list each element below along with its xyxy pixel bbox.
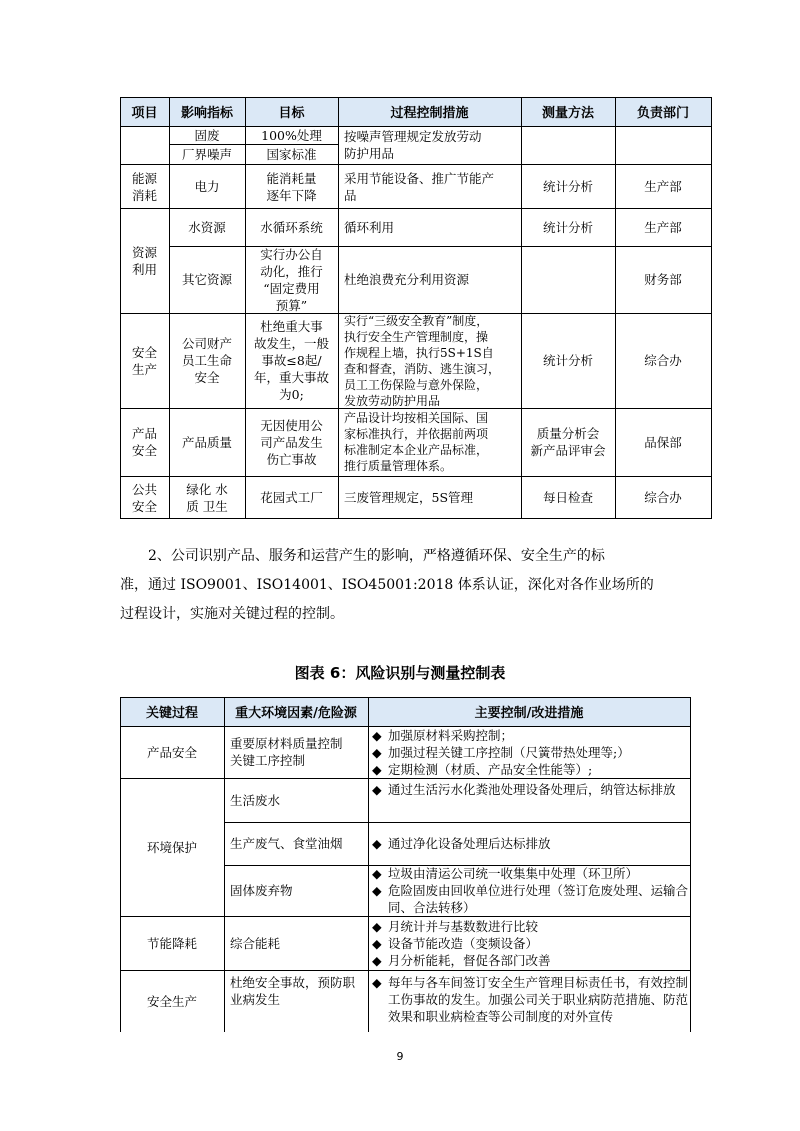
page-number: 9 [396, 1050, 404, 1063]
t1-safety-target: 杜绝重大事 故发生，一般 事故≤8起/ 年，重大事故 为0; [253, 319, 329, 402]
t1-grid-line [120, 518, 711, 519]
t1-safety-measures: 实行“三级安全教育”制度， 执行安全生产管理制度，操 作规程上墙，执行5S+1S自 查和督查，消防、逃生演习， 员工工伤保险与意外保险， 发放劳动防护用品 [344, 313, 501, 408]
t2-env-water-measures [372, 781, 688, 798]
bullet-icon: ◆ [372, 866, 382, 881]
measure-item: ◆ 月统计并与基数数进行比较 [372, 919, 539, 934]
t1-safety-indicator: 公司财产 员工生命 安全 [181, 336, 232, 385]
bullet-icon: ◆ [372, 975, 382, 990]
t1-public-target: 花园式工厂 [260, 490, 323, 505]
measure-item: ◆ 通过生活污水化粪池处理设备处理后，纳管达标排放 [372, 782, 676, 797]
t1-grid-line [120, 476, 711, 477]
t1-safety-item: 安全 生产 [131, 344, 157, 377]
bullet-icon: ◆ [372, 883, 382, 898]
t2-grid-line [120, 697, 690, 698]
bullet-icon: ◆ [372, 936, 382, 951]
paragraph-line: 2、公司识别产品、服务和运营产生的影响，严格遵循环保、安全生产的标 [148, 548, 605, 564]
t1-product-indicator: 产品质量 [181, 434, 232, 450]
t1-grid-line [169, 144, 338, 145]
t1-other-target: 实行办公自 动化，推行 “固定费用 预算” [260, 246, 323, 313]
t1-energy-indicator: 电力 [194, 179, 220, 194]
t2-header-process: 关键过程 [145, 706, 198, 721]
paragraph-line: 准，通过 ISO9001、ISO14001、ISO45001:2018 体系认证，深化对各作业场所的 [120, 577, 654, 593]
t2-grid-line [690, 697, 691, 1032]
t2-safety-measures [372, 974, 688, 1025]
t2-product-measures [372, 727, 688, 778]
bullet-icon: ◆ [372, 762, 382, 777]
t2-grid-line [224, 697, 225, 1032]
t2-header-measures: 主要控制/改进措施 [474, 706, 584, 721]
t2-energy-process: 节能降耗 [146, 936, 197, 951]
t2-product-factor: 重要原材料质量控制 关键工序控制 [230, 736, 343, 768]
measure-item: ◆ 危险固废由回收单位进行处理（签订危废处理、运输合同、合法转移） [372, 883, 689, 915]
t2-header-factor: 重大环境因素/危险源 [235, 706, 357, 721]
t1-safety-method: 统计分析 [542, 353, 593, 368]
t1-other-method [521, 246, 615, 313]
t1-grid-line [521, 97, 522, 519]
t1-energy-dept: 生产部 [644, 179, 682, 194]
t1-r1-target-b: 国家标准 [266, 147, 317, 162]
t1-grid-line [120, 313, 711, 314]
t1-grid-line [711, 97, 712, 519]
bullet-icon: ◆ [372, 782, 382, 797]
t2-energy-factor: 综合能耗 [230, 936, 281, 951]
t1-r1-measures: 按噪声管理规定发放劳动 防护用品 [344, 129, 482, 161]
t1-resource-item: 资源 利用 [131, 244, 157, 277]
bullet-icon: ◆ [372, 728, 382, 743]
t1-public-indicator: 绿化 水 质 卫生 [186, 481, 228, 514]
t1-header-indicator: 影响指标 [180, 106, 233, 121]
t2-grid-line [120, 970, 690, 971]
t1-grid-line [120, 126, 711, 127]
t2-env-gas-measures [372, 835, 688, 852]
table2-title: 图表 6：风险识别与测量控制表 [294, 664, 506, 682]
bullet-icon: ◆ [372, 745, 382, 760]
t1-energy-item: 能源 消耗 [131, 170, 157, 203]
t2-safety-process: 安全生产 [146, 993, 197, 1009]
measure-item: ◆ 垃圾由清运公司统一收集集中处理（环卫所） [372, 866, 639, 881]
t1-r1-indicator-a: 固废 [194, 127, 220, 143]
measure-item: ◆ 通过净化设备处理后达标排放 [372, 836, 551, 851]
measure-item: ◆ 加强原材料采购控制； [372, 728, 514, 743]
t1-grid-line [120, 408, 711, 409]
t2-env-water-factor: 生活废水 [230, 793, 281, 808]
t1-product-dept: 品保部 [644, 434, 682, 450]
body-paragraph [120, 542, 710, 629]
t1-energy-method: 统计分析 [542, 179, 593, 194]
t1-header-method: 测量方法 [541, 106, 594, 121]
t1-grid-line [245, 97, 246, 519]
t1-r1-target-a: 100%处理 [261, 127, 322, 143]
t1-product-item: 产品 安全 [131, 426, 157, 458]
t1-water-dept: 生产部 [644, 219, 682, 235]
t1-product-method: 质量分析会 新产品评审会 [530, 426, 606, 458]
t1-header-target: 目标 [278, 106, 305, 121]
t2-grid-line [120, 916, 690, 917]
t1-product-target: 无因使用公 司产品发生 伤亡事故 [260, 417, 323, 467]
t1-public-item: 公共 安全 [131, 481, 157, 514]
t2-env-gas-factor: 生产废气、食堂油烟 [230, 836, 343, 851]
measure-item: ◆ 加强过程关键工序控制（尺簧带热处理等;） [372, 745, 630, 760]
t1-grid-line [120, 97, 711, 98]
t2-grid-line [120, 726, 690, 727]
measure-item: ◆ 每年与各车间签订安全生产管理目标责任书，有效控制工伤事故的发生。加强公司关于职业病防范措施、防范效果和职业病检查等公司制度的对外宣传 [372, 975, 689, 1024]
t2-env-solid-measures [372, 865, 688, 916]
t1-grid-line [169, 97, 170, 519]
t1-header-measures: 过程控制措施 [390, 106, 469, 121]
t1-grid-line [120, 164, 711, 165]
bullet-icon: ◆ [372, 953, 382, 968]
t1-header-item: 项目 [131, 106, 158, 121]
t1-public-measures: 三废管理规定，5S管理 [344, 490, 474, 505]
bullet-icon: ◆ [372, 919, 382, 934]
measure-item: ◆ 定期检测（材质、产品安全性能等）; [372, 762, 593, 777]
t1-safety-dept: 综合办 [644, 353, 682, 368]
t1-r1-indicator-b: 厂界噪声 [181, 147, 232, 162]
t2-env-solid-factor: 固体废弃物 [230, 883, 293, 898]
t2-env-process: 环境保护 [146, 840, 197, 855]
t1-product-measures: 产品设计均按相关国际、国 家标准执行，并依据前两项 标准制定本企业产品标准， 推行质量管理体系。 [344, 411, 489, 473]
measure-item: ◆ 设备节能改造（变频设备） [372, 936, 539, 951]
t1-header-dept: 负责部门 [636, 106, 689, 121]
t2-grid-line [224, 822, 690, 823]
t1-energy-measures: 采用节能设备、推广节能产 品 [344, 170, 495, 203]
t2-safety-factor: 杜绝安全事故，预防职 业病发生 [230, 975, 356, 1007]
t1-grid-line [615, 97, 616, 519]
t1-other-indicator: 其它资源 [181, 272, 232, 287]
t2-grid-line [120, 697, 121, 1032]
t1-other-measures: 杜绝浪费充分利用资源 [344, 272, 470, 287]
t1-water-measures: 循环利用 [344, 219, 395, 235]
t1-grid-line [120, 208, 711, 209]
t2-energy-measures [372, 918, 688, 969]
t1-water-indicator: 水资源 [188, 219, 226, 235]
t1-other-dept: 财务部 [644, 272, 682, 287]
t1-water-target: 水循环系统 [260, 219, 323, 235]
bullet-icon: ◆ [372, 836, 382, 851]
t2-grid-line [368, 697, 369, 1032]
t1-energy-target: 能消耗量 逐年下降 [266, 170, 317, 203]
t1-public-method: 每日检查 [542, 490, 593, 505]
t1-public-dept: 综合办 [644, 490, 682, 505]
t1-water-method: 统计分析 [542, 219, 593, 235]
measure-item: ◆ 月分析能耗，督促各部门改善 [372, 953, 551, 968]
t1-grid-line [338, 97, 339, 519]
t2-grid-line [120, 778, 690, 779]
paragraph-line: 过程设计，实施对关键过程的控制。 [120, 606, 344, 622]
t2-grid-line [224, 865, 690, 866]
t2-product-process: 产品安全 [146, 744, 197, 760]
t1-grid-line [169, 246, 711, 247]
t1-grid-line [120, 97, 121, 519]
